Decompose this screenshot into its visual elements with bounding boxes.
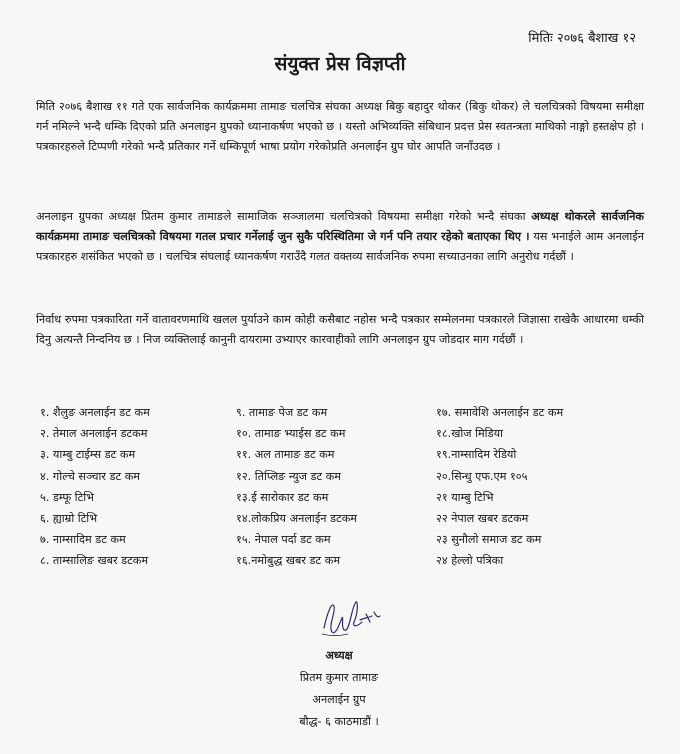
signatory-item: १२. तिप्लिङ न्युज डट कम	[236, 469, 341, 483]
paragraph-2-text-1: अनलाइन ग्रुपका अध्यक्ष प्रितम कुमार तामाङले सामाजिक सञ्जालमा चलचित्रको विषयमा समीक्षा गरेको भन्दै संघका	[36, 210, 526, 223]
signoff-role: अध्यक्ष	[325, 649, 353, 662]
signatory-item: २३ सुनौलो समाज डट कम	[436, 533, 542, 547]
handwritten-signature	[318, 592, 382, 642]
signatory-column-1	[40, 402, 150, 572]
signatory-item: ५. डम्फू टिभि	[40, 490, 94, 504]
signatory-item: २१ याम्बु टिभि	[436, 490, 494, 504]
paragraph-2-text-2: यस भनाईले आम अनलाईन पत्रकारहरु शसंकित भएको छ । चलचित्र संघलाई ध्यानकर्षण गराउँदै गलत वक्तव्य सार्वजनिक रुपमा सच्याउनका लागि अनुरोध गर्दछौं ।	[36, 230, 644, 263]
signatory-item: १५. नेपाल पर्दा डट कम	[236, 533, 331, 547]
signatory-item: १०. तामाङ भ्याईस डट कम	[236, 427, 346, 441]
signatory-item: २२ नेपाल खबर डटकम	[436, 512, 529, 526]
signatory-item: १. शैलुङ अनलाईन डट कम	[40, 406, 150, 419]
signatory-item: ३. याम्बु टाईम्स डट कम	[40, 448, 136, 462]
signatory-item: ११. अल तामाङ डट कम	[236, 448, 335, 462]
signatory-item: ८. ताम्सालिङ खबर डटकम	[40, 554, 149, 568]
signoff-name: प्रितम कुमार तामाङ	[299, 671, 379, 684]
signatory-item: १६.नमोबुद्ध खबर डट कम	[236, 554, 341, 568]
signatory-item: ९. तामाङ पेज डट कम	[236, 406, 328, 419]
paragraph-2-bold-text: अध्यक्ष थोकरले सार्वजनिक कार्यक्रममा तामाङ चलचित्रको विषयमा गतल प्रचार गर्नेलाई जुन सुकै परिस्थितिमा जे गर्न पनि तयार रहेको बताएका थिए ।	[36, 210, 644, 243]
signatory-item: १३.ई सारोकार डट कम	[236, 490, 329, 504]
release-date: मितिः २०७६ बैशाख १२	[528, 31, 636, 46]
paragraph-3: निर्वाध रुपमा पत्रकारिता गर्ने वातावरणमाथि खलल पुर्याउने काम कोही कसैबाट नहोस भन्दै पत्रकार सम्मेलनमा पत्रकारले जिज्ञासा राखेकै आधारमा धम्की दिनु अत्यन्तै निन्दनिय छ । निज व्यक्तिलाई कानुनी दायरामा उभ्याएर कारवाहीको लागि अनलाइन ग्रुप जोडदार माग गर्दछौं ।	[36, 313, 644, 346]
signoff-block	[274, 645, 404, 733]
signatory-item: ६. ह्याम्रो टिभि	[40, 512, 98, 526]
signatory-item: १९.नाम्सादिम रेडियो	[436, 448, 517, 462]
signatory-item: ७. नाम्सादिम डट कम	[40, 533, 126, 547]
signatory-item: १७. समावेशि अनलाईन डट कम	[436, 406, 564, 419]
signatory-item: २४ हेल्लो पत्रिका	[436, 554, 504, 568]
signoff-address: बौद्ध- ६ काठमाडौं ।	[299, 715, 379, 728]
paragraph-2	[36, 207, 644, 267]
paragraph-1: मिति २०७६ बैशाख ११ गते एक सार्वजनिक कार्यक्रममा तामाङ चलचित्र संघका अध्यक्ष बिकु बहादुर थोकर (बिकु थोकर) ले चलचित्रको विषयमा समीक्षा गर्न नमिल्ने भन्दै धम्कि दिएको प्रति अनलाइन ग्रुपको ध्यानाकर्षण भएको छ । यस्तो अभिव्यक्ति संबिधान प्रदत्त प्रेस स्वतन्त्रता माथिको नाङ्गो हस्तक्षेप हो । पत्रकारहरुले टिप्पणी गरेको भन्दै प्रतिकार गर्ने धम्किपूर्ण भाषा प्रयोग गरेकोप्रति अनलाईन ग्रुप घोर आपति जनाँउदछ ।	[36, 100, 644, 153]
document-title: संयुक्त प्रेस विज्ञप्ती	[274, 53, 406, 75]
signatory-item: २. तेमाल अनलाईन डटकम	[40, 427, 148, 441]
signatory-column-2	[236, 402, 357, 572]
signatory-item: १८.खोज मिडिया	[436, 427, 503, 441]
signatory-column-3	[436, 402, 563, 572]
signatory-item: ४. गोल्चे सञ्चार डट कम	[40, 469, 140, 483]
signatory-item: २०.सिन्धु एफ.एम १०५	[436, 469, 528, 483]
signatory-item: १४.लोकप्रिय अनलाईन डटकम	[236, 512, 357, 526]
signoff-organization: अनलाईन ग्रुप	[312, 693, 366, 706]
